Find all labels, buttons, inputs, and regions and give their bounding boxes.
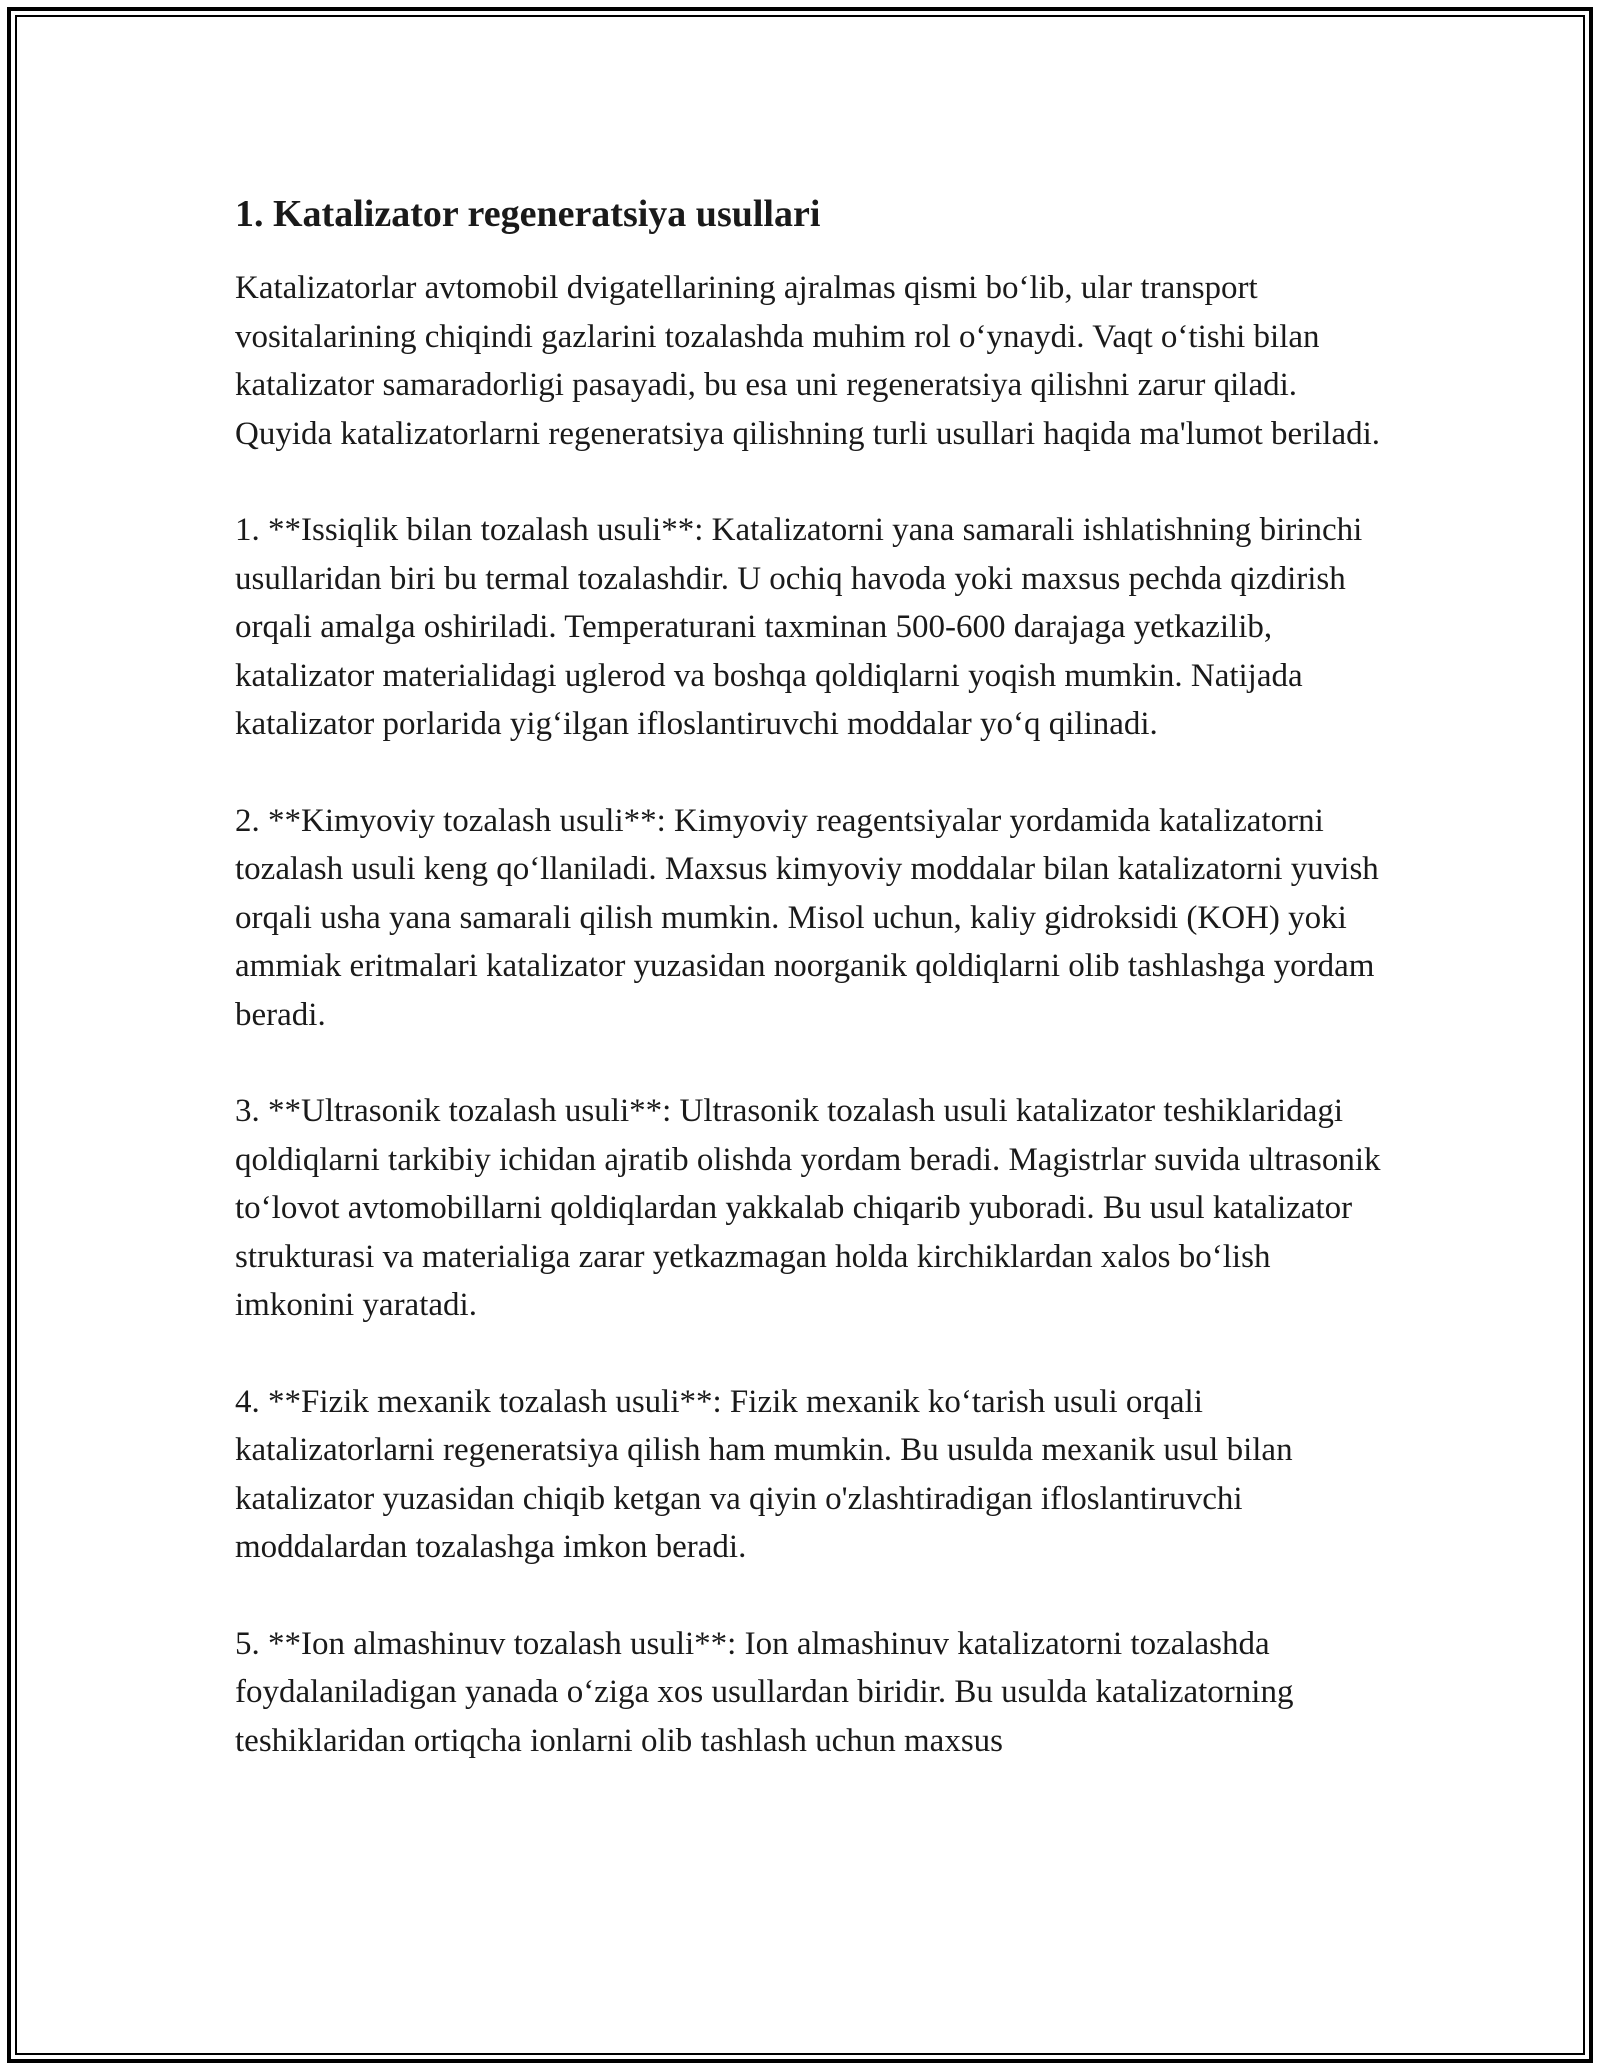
document-body <box>235 186 1385 1813</box>
method-thermal-paragraph: 1. **Issiqlik bilan tozalash usuli**: Katalizatorni yana samarali ishlatishning birinchi usullaridan biri bu termal tozalashdir. U ochiq havoda yoki maxsus pechda qizdirish orqali amalga oshiriladi. Temperaturani taxminan 500-600 darajaga yetkazilib, katalizator materialidagi uglerod va boshqa qoldiqlarni yoqish mumkin. Natijada katalizator porlarida yig‘ilgan ifloslantiruvchi moddalar yo‘q qilinadi. <box>235 512 1363 742</box>
method-mechanical-paragraph: 4. **Fizik mexanik tozalash usuli**: Fizik mexanik ko‘tarish usuli orqali katalizatorlarni regeneratsiya qilish ham mumkin. Bu usulda mexanik usul bilan katalizator yuzasidan chiqib ketgan va qiyin o'zlashtiradigan ifloslantiruvchi moddalardan tozalashga imkon beradi. <box>235 1383 1293 1565</box>
intro-paragraph: Katalizatorlar avtomobil dvigatellarining ajralmas qismi bo‘lib, ular transport vositalarining chiqindi gazlarini tozalashda muhim rol o‘ynaydi. Vaqt o‘tishi bilan katalizator samaradorligi pasayadi, bu esa uni regeneratsiya qilishni zarur qiladi. Quyida katalizatorlarni regeneratsiya qilishning turli usullari haqida ma'lumot beriladi. <box>235 270 1381 452</box>
method-chemical-paragraph: 2. **Kimyoviy tozalash usuli**: Kimyoviy reagentsiyalar yordamida katalizatorni tozalash usuli keng qo‘llaniladi. Maxsus kimyoviy moddalar bilan katalizatorni yuvish orqali usha yana samarali qilish mumkin. Misol uchun, kaliy gidroksidi (KOH) yoki ammiak eritmalari katalizator yuzasidan noorganik qoldiqlarni olib tashlashga yordam beradi. <box>235 802 1379 1033</box>
method-ultrasonic-paragraph: 3. **Ultrasonik tozalash usuli**: Ultrasonik tozalash usuli katalizator teshiklaridagi qoldiqlarni tarkibiy ichidan ajratib olishda yordam beradi. Magistrlar suvida ultrasonik to‘lovot avtomobillarni qoldiqlardan yakkalab chiqarib yuboradi. Bu usul katalizator strukturasi va materialiga zarar yetkazmagan holda kirchiklardan xalos bo‘lish imkonini yaratadi. <box>235 1093 1381 1323</box>
document-title: 1. Katalizator regeneratsiya usullari <box>235 193 821 235</box>
method-ion-exchange-paragraph: 5. **Ion almashinuv tozalash usuli**: Ion almashinuv katalizatorni tozalashda foydalaniladigan yanada o‘ziga xos usullardan biridir. Bu usulda katalizatorning teshiklaridan ortiqcha ionlarni olib tashlash uchun maxsus <box>235 1625 1294 1759</box>
